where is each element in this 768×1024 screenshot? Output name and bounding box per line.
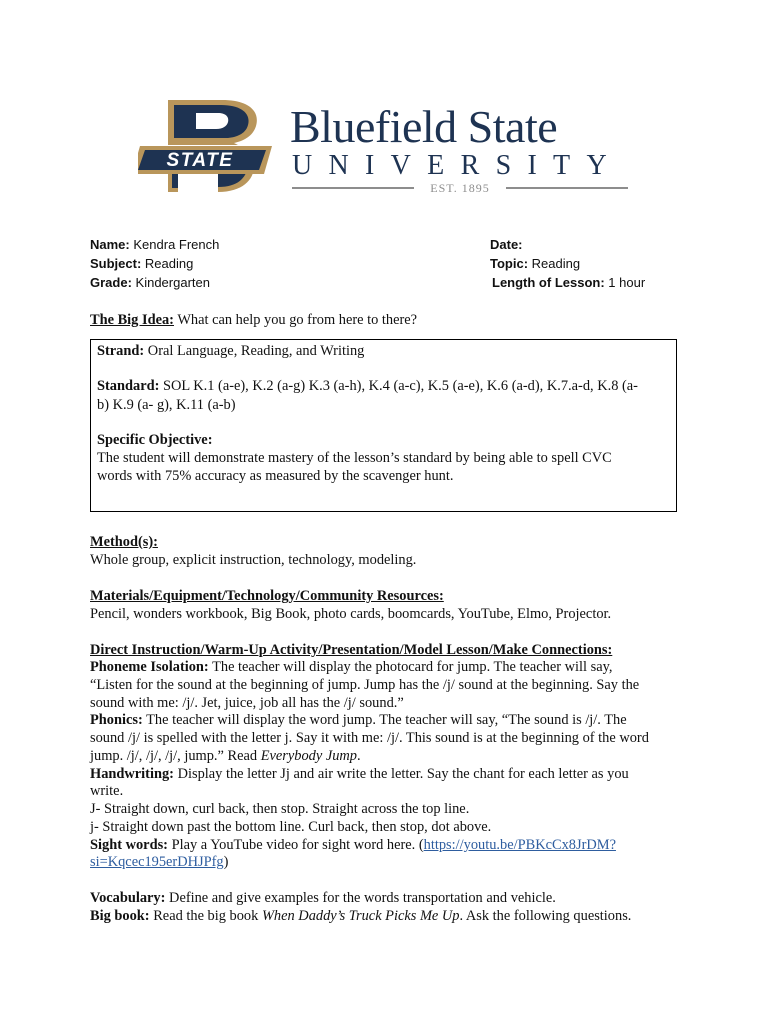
phoneme-line-3: sound with me: /j/. Jet, juice, job all has the /j/ sound.” (90, 695, 404, 711)
divider-right (506, 187, 628, 189)
b-state-emblem (138, 96, 273, 196)
grade-field: Grade: Kindergarten (90, 275, 210, 290)
university-logo (138, 96, 638, 196)
youtube-link-continued[interactable]: si=Kqcec195erDHJPfg (90, 854, 224, 870)
phoneme-line-1: Phoneme Isolation: The teacher will display the photocard for jump. The teacher will say, (90, 659, 613, 675)
phonics-line-3: jump. /j/, /j/, /j/, jump.” Read Everybody Jump. (90, 748, 361, 764)
youtube-link[interactable]: https://youtu.be/PBKcCx8JrDM? (423, 837, 616, 853)
materials-text: Pencil, wonders workbook, Big Book, photo cards, boomcards, YouTube, Elmo, Projector. (90, 606, 612, 622)
big-idea: The Big Idea: What can help you go from here to there? (90, 312, 418, 328)
big-book-line: Big book: Read the big book When Daddy’s Truck Picks Me Up. Ask the following questions. (90, 908, 632, 924)
university-name: Bluefield State (290, 101, 558, 152)
methods-heading: Method(s): (90, 534, 158, 550)
direct-instruction-heading: Direct Instruction/Warm-Up Activity/Presentation/Model Lesson/Make Connections: (90, 642, 613, 658)
subject-field: Subject: Reading (90, 256, 194, 271)
sight-words-line-2: si=Kqcec195erDHJPfg) (90, 854, 229, 870)
logo-wordmark (288, 96, 638, 196)
objectives-box (90, 339, 677, 512)
established-text: EST. 1895 (430, 181, 490, 195)
sight-words-line-1: Sight words: Play a YouTube video for sight word here. (https://youtu.be/PBKcCx8JrDM? (90, 837, 616, 853)
strand-line: Strand: Oral Language, Reading, and Writing (97, 343, 365, 359)
handwriting-line-2: write. (90, 783, 124, 799)
chant-lower: j- Straight down past the bottom line. Curl back, then stop, dot above. (90, 819, 492, 835)
standard-line-2: b) K.9 (a- g), K.11 (a-b) (97, 397, 236, 413)
length-field: Length of Lesson: 1 hour (492, 275, 646, 290)
university-subtitle: UNIVERSITY (292, 150, 623, 181)
vocabulary-line: Vocabulary: Define and give examples for the words transportation and vehicle. (90, 890, 556, 906)
date-field: Date: (490, 237, 523, 252)
phoneme-line-2: “Listen for the sound at the beginning of jump. Jump has the /j/ sound at the beginning. Say the (90, 677, 640, 693)
methods-text: Whole group, explicit instruction, technology, modeling. (90, 552, 417, 568)
established-row (292, 181, 628, 195)
objective-heading: Specific Objective: (97, 432, 213, 448)
objective-line-2: words with 75% accuracy as measured by the scavenger hunt. (97, 468, 454, 484)
divider-left (292, 187, 414, 189)
phonics-line-2: sound /j/ is spelled with the letter j. Say it with me: /j/. This sound is at the beginning of the word (90, 730, 649, 746)
phonics-line-1: Phonics: The teacher will display the word jump. The teacher will say, “The sound is /j/. The (90, 712, 627, 728)
chant-upper: J- Straight down, curl back, then stop. Straight across the top line. (90, 801, 470, 817)
badge-text: STATE (166, 150, 234, 171)
topic-field: Topic: Reading (490, 256, 581, 271)
materials-heading: Materials/Equipment/Technology/Community Resources: (90, 588, 444, 604)
name-field: Name: Kendra French (90, 237, 220, 252)
objective-line-1: The student will demonstrate mastery of the lesson’s standard by being able to spell CVC (97, 450, 612, 466)
standard-line-1: Standard: SOL K.1 (a-e), K.2 (a-g) K.3 (a-h), K.4 (a-c), K.5 (a-e), K.6 (a-d), K.7.a-d, K.8 (a- (97, 378, 638, 394)
handwriting-line-1: Handwriting: Display the letter Jj and air write the letter. Say the chant for each letter as you (90, 766, 629, 782)
